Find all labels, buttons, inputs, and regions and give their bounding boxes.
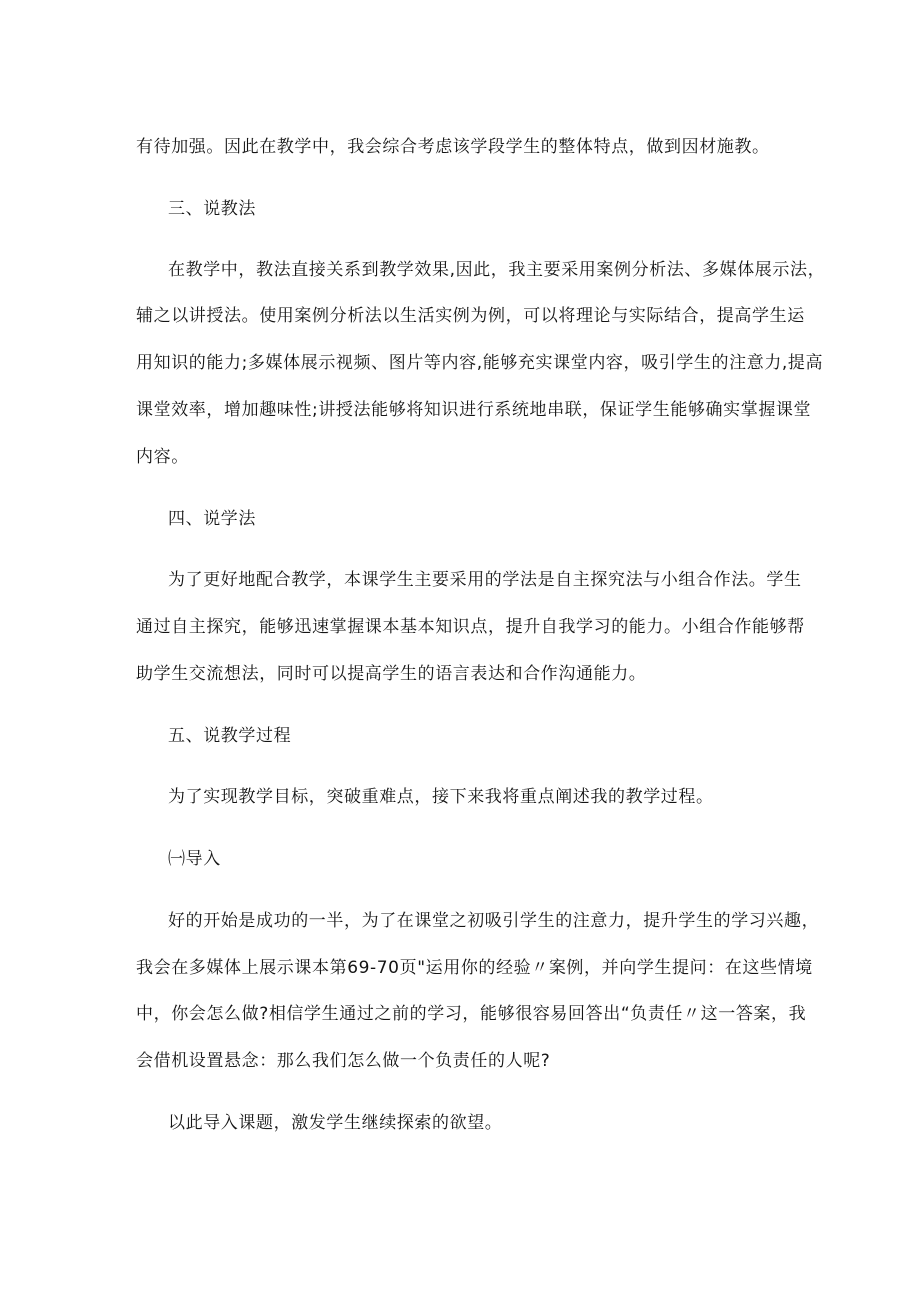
paragraph-line: 通过自主探究，能够迅速掌握课本基本知识点，提升自我学习的能力。小组合作能够帮: [136, 617, 805, 637]
subsection-heading: ㈠导入: [168, 849, 221, 869]
paragraph-line: 在教学中，教法直接关系到教学效果,因此，我主要采用案例分析法、多媒体展示法，: [168, 260, 826, 280]
section-heading: 四、说学法: [168, 509, 256, 529]
paragraph-line: 内容。: [136, 447, 189, 467]
paragraph-line: 我会在多媒体上展示课本第69-70页"运用你的经验〃案例，并向学生提问：在这些情境: [136, 958, 813, 978]
section-heading: 五、说教学过程: [168, 726, 292, 746]
paragraph-line: 有待加强。因此在教学中，我会综合考虑该学段学生的整体特点，做到因材施教。: [136, 137, 770, 157]
paragraph-line: 中，你会怎么做?相信学生通过之前的学习，能够很容易回答出“负责任〃这一答案，我: [136, 1004, 807, 1024]
paragraph-line: 课堂效率，增加趣味性;讲授法能够将知识进行系统地串联，保证学生能够确实掌握课堂: [136, 400, 812, 420]
paragraph-line: 助学生交流想法，同时可以提高学生的语言表达和合作沟通能力。: [136, 664, 647, 684]
paragraph-line: 为了更好地配合教学，本课学生主要采用的学法是自主探究法与小组合作法。学生: [168, 570, 802, 590]
paragraph-line: 用知识的能力;多媒体展示视频、图片等内容,能够充实课堂内容，吸引学生的注意力,提高: [136, 353, 824, 373]
paragraph-line: 以此导入课题，激发学生继续探索的欲望。: [168, 1113, 503, 1133]
section-heading: 三、说教法: [168, 199, 256, 219]
paragraph-line: 辅之以讲授法。使用案例分析法以生活实例为例，可以将理论与实际结合，提高学生运: [136, 306, 805, 326]
paragraph-line: 好的开始是成功的一半，为了在课堂之初吸引学生的注意力，提升学生的学习兴趣，: [168, 911, 820, 931]
paragraph-line: 为了实现教学目标，突破重难点，接下来我将重点阐述我的教学过程。: [168, 787, 714, 807]
paragraph-line: 会借机设置悬念：那么我们怎么做一个负责任的人呢?: [136, 1051, 551, 1071]
